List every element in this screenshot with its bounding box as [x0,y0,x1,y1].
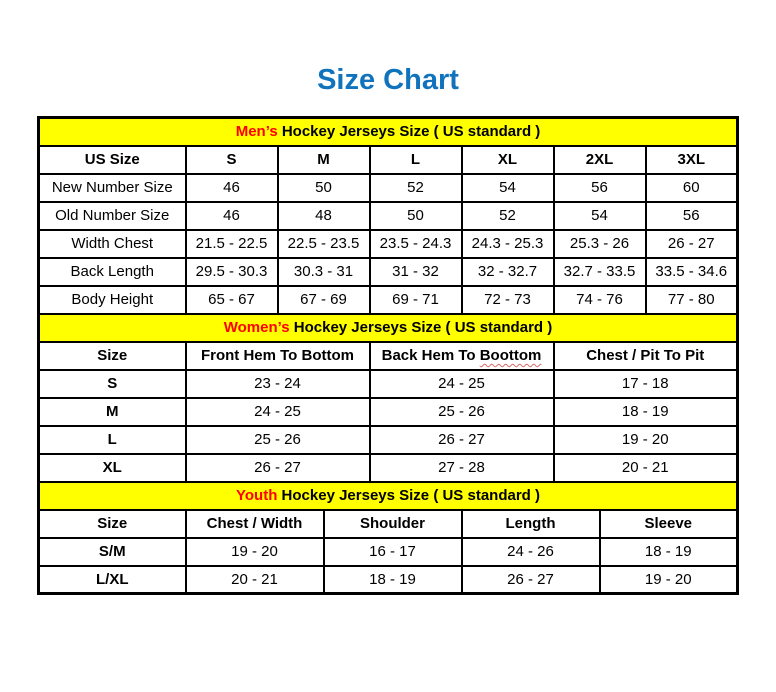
table-row [39,426,738,454]
table-row [39,538,738,566]
table-cell: 18 - 19 [324,566,462,594]
table-row [39,566,738,594]
row-label: L [39,426,186,454]
table-cell: 20 - 21 [554,454,738,482]
row-label: Width Chest [39,230,186,258]
table-row [39,370,738,398]
table-cell: 20 - 21 [186,566,324,594]
table-cell: 32.7 - 33.5 [554,258,646,286]
row-label: XL [39,454,186,482]
table-cell: 19 - 20 [186,538,324,566]
youth-section-header [39,482,738,510]
table-cell: 50 [278,174,370,202]
column-header: Front Hem To Bottom [186,342,370,370]
womens-band-row [39,314,738,342]
row-label: Body Height [39,286,186,314]
mens-column-header-row [39,146,738,174]
table-cell: 31 - 32 [370,258,462,286]
table-row [39,202,738,230]
mens-section [39,118,738,314]
column-header: Shoulder [324,510,462,538]
column-header: 2XL [554,146,646,174]
youth-column-header-row [39,510,738,538]
table-cell: 77 - 80 [646,286,738,314]
table-cell: 54 [462,174,554,202]
column-header: 3XL [646,146,738,174]
column-header: Chest / Pit To Pit [554,342,738,370]
table-cell: 19 - 20 [600,566,738,594]
youth-band-rest: Hockey Jerseys Size ( US standard ) [277,487,540,504]
column-header: XL [462,146,554,174]
table-cell: 69 - 71 [370,286,462,314]
table-cell: 29.5 - 30.3 [186,258,278,286]
column-header: L [370,146,462,174]
table-cell: 22.5 - 23.5 [278,230,370,258]
column-header: Size [39,342,186,370]
column-header: Chest / Width [186,510,324,538]
table-cell: 24 - 26 [462,538,600,566]
table-row [39,398,738,426]
table-cell: 32 - 32.7 [462,258,554,286]
table-cell: 50 [370,202,462,230]
table-cell: 16 - 17 [324,538,462,566]
table-cell: 52 [462,202,554,230]
table-cell: 23 - 24 [186,370,370,398]
womens-section-header [39,314,738,342]
table-cell: 46 [186,202,278,230]
table-cell: 18 - 19 [554,398,738,426]
table-cell: 24.3 - 25.3 [462,230,554,258]
table-cell: 18 - 19 [600,538,738,566]
table-cell: 52 [370,174,462,202]
table-cell: 23.5 - 24.3 [370,230,462,258]
table-cell: 72 - 73 [462,286,554,314]
row-label: M [39,398,186,426]
column-header-misspelled [370,342,554,370]
row-label: S [39,370,186,398]
table-cell: 19 - 20 [554,426,738,454]
spellcheck-underlined-word: Boottom [479,347,542,364]
mens-band-row [39,118,738,146]
size-chart-table [37,116,739,595]
table-row [39,174,738,202]
column-header-prefix: Back Hem To [381,347,480,364]
table-cell: 24 - 25 [186,398,370,426]
table-cell: 30.3 - 31 [278,258,370,286]
womens-band-highlight: Women’s [223,319,290,336]
table-cell: 26 - 27 [370,426,554,454]
column-header: Length [462,510,600,538]
row-label: New Number Size [39,174,186,202]
table-cell: 25 - 26 [186,426,370,454]
table-cell: 17 - 18 [554,370,738,398]
table-row [39,454,738,482]
table-cell: 65 - 67 [186,286,278,314]
column-header: US Size [39,146,186,174]
table-cell: 26 - 27 [646,230,738,258]
table-cell: 33.5 - 34.6 [646,258,738,286]
table-cell: 26 - 27 [186,454,370,482]
table-row [39,286,738,314]
table-cell: 25 - 26 [370,398,554,426]
table-row [39,258,738,286]
row-label: Old Number Size [39,202,186,230]
mens-band-highlight: Men’s [235,123,278,141]
womens-column-header-row [39,342,738,370]
page-title: Size Chart [317,64,459,96]
table-cell: 67 - 69 [278,286,370,314]
table-cell: 54 [554,202,646,230]
table-cell: 74 - 76 [554,286,646,314]
row-label: Back Length [39,258,186,286]
column-header: Size [39,510,186,538]
table-cell: 56 [554,174,646,202]
column-header: Sleeve [600,510,738,538]
table-cell: 46 [186,174,278,202]
mens-band-rest: Hockey Jerseys Size ( US standard ) [277,123,541,141]
table-cell: 48 [278,202,370,230]
table-cell: 56 [646,202,738,230]
youth-band-highlight: Youth [236,487,278,504]
table-row [39,230,738,258]
youth-band-row [39,482,738,510]
table-cell: 26 - 27 [462,566,600,594]
table-cell: 21.5 - 22.5 [186,230,278,258]
table-cell: 24 - 25 [370,370,554,398]
row-label: S/M [39,538,186,566]
table-cell: 60 [646,174,738,202]
womens-section [39,314,738,482]
column-header: M [278,146,370,174]
row-label: L/XL [39,566,186,594]
youth-section [39,482,738,594]
mens-section-header [39,118,738,146]
table-cell: 25.3 - 26 [554,230,646,258]
womens-band-rest: Hockey Jerseys Size ( US standard ) [289,319,553,336]
column-header: S [186,146,278,174]
table-cell: 27 - 28 [370,454,554,482]
